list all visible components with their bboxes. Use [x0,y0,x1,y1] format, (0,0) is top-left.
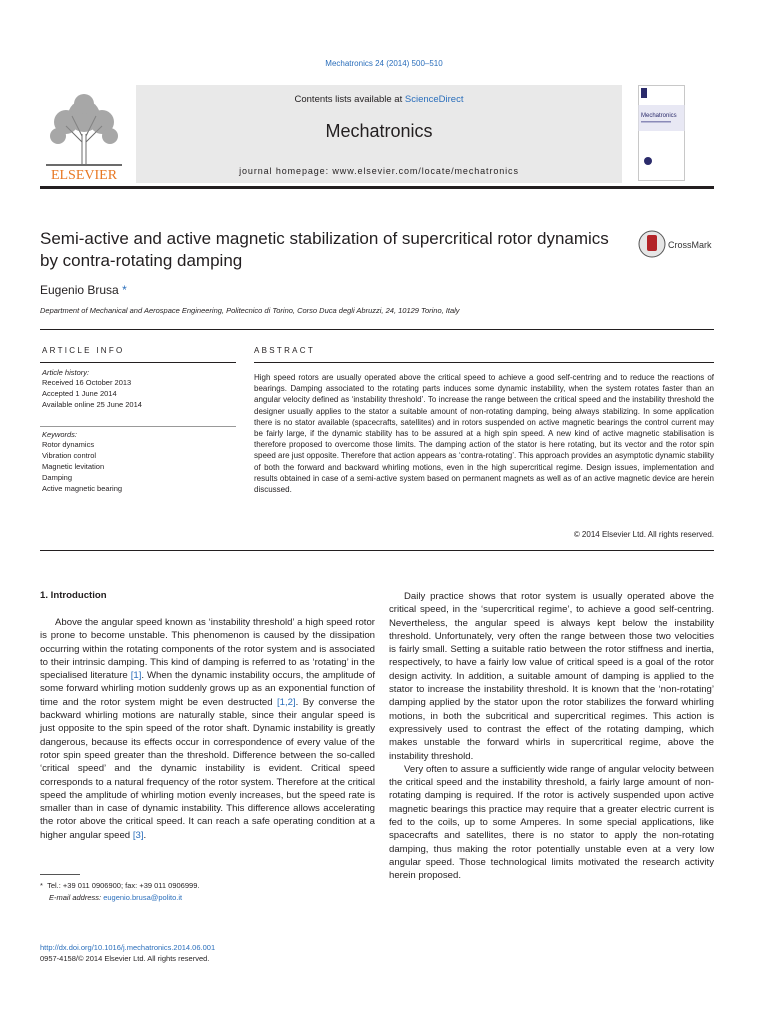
citation-link[interactable]: [3] [132,829,144,841]
abstract-bottom-rule [40,550,714,551]
footnote-contact [40,880,199,892]
contents-line [136,94,622,105]
issn-line: 0957-4158/© 2014 Elsevier Ltd. All rights reserved. [40,954,210,963]
abstract-heading: ABSTRACT [254,346,316,355]
body-column-left [40,616,375,842]
keywords-rule [40,426,236,427]
article-history [42,368,237,410]
doi-link[interactable]: http://dx.doi.org/10.1016/j.mechatronics.2014.06.001 [40,943,216,952]
email-label: E-mail address: [49,893,102,902]
author-name: Eugenio Brusa [40,283,119,297]
paragraph: Very often to assure a sufficiently wide range of angular velocity between the critical speed and the instability threshold, a fairly large amount of non-rotating damping is required. If the rotor is actively suspended upon active magnetic bearings this practice may require that a greater electric current is fed to the coils, up to some Amperes. In some special applications, like spacecrafts and satellites, there is no stator to apply the non-rotating damping, thus making the rotor potentially unstable even at a very low angular speed. Those technological limits motivated the research activity herein proposed. [389,763,714,882]
section-heading-introduction: 1. Introduction [40,590,107,601]
keywords-label: Keywords: [42,430,78,439]
email-link[interactable]: eugenio.brusa@polito.it [103,893,183,902]
history-received: Received 16 October 2013 [42,378,132,387]
history-accepted: Accepted 1 June 2014 [42,389,117,398]
body-column-right [389,590,714,883]
journal-cover[interactable] [638,85,685,181]
affiliation: Department of Mechanical and Aerospace Engineering, Politecnico di Torino, Corso Duca degli Abruzzi, 24, 10129 Torino, Italy [40,306,460,315]
paragraph: Daily practice shows that rotor system is usually operated above the critical speed, in the ‘supercritical regime’, to achieve a good self-centring. Nevertheless, the angular speed is always kept below the instability threshold. Unfortunately, very often the range between those two velocities is fairly small. Setting a suitable ratio between the rotor stiffness and inertia, respectively, to have a fairly low value of critical speed is a goal of the rotor design activity. In addition, a suitable amount of damping is applied to the stator to increase the instability threshold. It is known that the ‘non-rotating’ damping applied by the stator upon the rotor stabilizes the forward whirling motions, in both the subcritical and supercritical regimes. This action is expressively used to contrast the effect of the rotating damping, which makes unstable the forward whirls in supercritical regime, above the instability threshold. [389,591,714,762]
footnote-email [40,892,199,904]
crossmark-label: CrossMark [668,240,712,250]
abstract-text: High speed rotors are usually operated above the critical speed to achieve a good self-centring and to reduce the reactions of bearings. Damping associated to the rotating parts induces some dynamic instability, when the system rotates faster than an angular velocity defined as ‘instability threshold’. To increase the range between the critical speed and the instability threshold the designer usually applies to the stator a suitable amount of non-rotating damping, being always stabilizing. In some application there is no stator available (spacecrafts, satellites) and in rotors suspended on active magnetic bearings the control current may be fairly large, if the dynamic stability has to be assured at a high spin speed. A new kind of active magnetic stabilisation is therefore proposed to overcome those limits. The damping action of the stator is here rotating, but its vector and the rotor spin speed are just opposite. Therefore that action appears as ‘contra-rotating’. This approach provides an asymptotic dynamic stability of both the forward and backward whirling motions, even in the high supercritical regime. Design issues, implementation and results obtained in case of a semi-active system based on permanent magnets as well as of an active magnetic device are herein discussed. [254,373,714,495]
citation-link[interactable]: [1,2] [276,696,296,708]
cover-title: Mechatronics [641,113,677,119]
contents-prefix: Contents lists available at [294,94,405,105]
footnote-rule [40,874,80,875]
paragraph: Above the angular speed known as ‘instability threshold’ a high speed rotor is prone to become unstable. This phenomenon is caused by the dissipation occurring within the rotating components of the rotor system and is associated to their intrinsic damping. This kind of damping is referred to as ‘rotating’ in the specialised literature [1]. When the dynamic instability occurs, the amplitude of some forward whirling motion suddenly grows up as an exponential function of time and the rotor system might be even destructed [1,2]. By converse the backward whirling motions are naturally stable, since their angular speed is just opposite to the spin speed of the rotor shaft. Dynamic instability is greatly dangerous, because its effects occur in correspondence of every value of the rotor spin speed greater than the threshold. Difference between the so-called ‘critical speed’ and the dynamic instability is evident. Critical speed corresponds to a natural frequency of the rotor system. Therefore at the critical speed the amplitude of whirling motion evenly increases, but the speed rate is smaller than in case of dynamic instability. This difference allows accelerating the rotor above the critical speed. It can reach a safe operating condition at a higher angular speed [3]. [40,617,375,841]
keyword: Vibration control [42,451,97,460]
abstract-copyright: © 2014 Elsevier Ltd. All rights reserved. [573,530,714,539]
header-rule [40,186,714,189]
keyword: Damping [42,473,73,482]
article-info-rule [40,362,236,363]
homepage-prefix: journal homepage: [239,166,333,176]
title-rule [40,329,714,330]
homepage-link[interactable]: www.elsevier.com/locate/mechatronics [332,166,519,176]
elsevier-logo[interactable] [36,86,132,182]
elsevier-wordmark: ELSEVIER [50,168,118,182]
history-label: Article history: [42,368,90,377]
history-online: Available online 25 June 2014 [42,400,142,409]
footnote [40,880,199,904]
journal-reference[interactable]: Mechatronics 24 (2014) 500–510 [325,59,443,68]
author-footnote-mark[interactable]: * [122,283,127,297]
keywords [42,430,237,494]
footer [40,942,215,964]
keyword: Active magnetic bearing [42,484,123,493]
sciencedirect-link[interactable]: ScienceDirect [404,94,464,105]
journal-homepage [136,166,622,176]
footnote-tel: Tel.: +39 011 0906900; fax: +39 011 0906999. [47,881,200,890]
footnote-mark: * [40,881,43,890]
citation-link[interactable]: [1] [130,670,142,682]
abstract-rule [254,362,714,363]
keyword: Rotor dynamics [42,440,95,449]
journal-title: Mechatronics [325,121,433,141]
author [40,283,127,297]
elsevier-tree-icon [36,86,132,182]
keyword: Magnetic levitation [42,462,105,471]
article-info-heading: ARTICLE INFO [42,346,125,355]
article-title: Semi-active and active magnetic stabilization of supercritical rotor dynamics by contra-rotating damping [40,229,609,270]
crossmark-badge[interactable] [638,229,714,259]
